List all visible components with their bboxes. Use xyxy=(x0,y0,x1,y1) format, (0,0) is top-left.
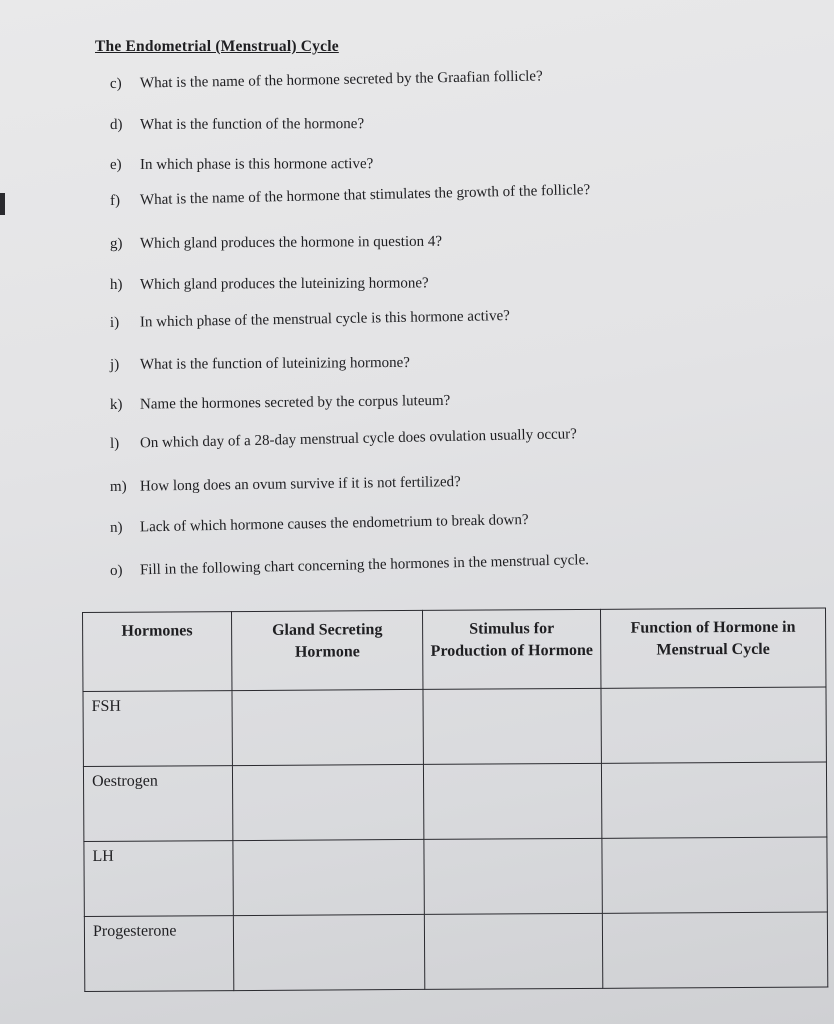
question-k xyxy=(110,393,450,414)
question-letter: e) xyxy=(109,156,122,173)
question-text: Which gland produces the hormone in question 4? xyxy=(139,233,443,252)
table-row xyxy=(83,762,826,842)
answer-cell-stimulus[interactable] xyxy=(425,913,603,989)
question-m xyxy=(110,474,461,496)
binder-edge-mark xyxy=(0,193,5,215)
header-stimulus: Stimulus for Production of Hormone xyxy=(423,609,601,689)
question-letter: l) xyxy=(109,435,120,452)
question-letter: c) xyxy=(109,75,122,92)
question-text: How long does an ovum survive if it is not fertilized? xyxy=(139,474,461,495)
answer-cell-stimulus[interactable] xyxy=(424,763,602,839)
question-letter: m) xyxy=(109,478,127,495)
header-function: Function of Hormone in Menstrual Cycle xyxy=(600,608,826,688)
table-header-row xyxy=(83,608,826,692)
question-letter: i) xyxy=(109,314,120,331)
answer-cell-function[interactable] xyxy=(601,687,827,763)
question-text: What is the function of luteinizing hormone? xyxy=(139,354,410,373)
table-row xyxy=(84,837,827,917)
question-text: In which phase is this hormone active? xyxy=(139,156,374,173)
question-text: Name the hormones secreted by the corpus luteum? xyxy=(139,392,451,413)
header-hormones: Hormones xyxy=(83,612,232,692)
row-hormone-label: FSH xyxy=(83,691,232,767)
question-text: Fill in the following chart concerning the hormones in the menstrual cycle. xyxy=(139,552,590,579)
question-e xyxy=(110,156,373,174)
answer-cell-gland[interactable] xyxy=(233,914,425,990)
worksheet-title: The Endometrial (Menstrual) Cycle xyxy=(95,38,339,55)
question-text: In which phase of the menstrual cycle is this hormone active? xyxy=(139,308,510,331)
answer-cell-function[interactable] xyxy=(601,762,827,838)
question-text: On which day of a 28-day menstrual cycle does ovulation usually occur? xyxy=(139,426,578,452)
question-letter: j) xyxy=(109,356,120,373)
answer-cell-gland[interactable] xyxy=(233,839,425,915)
question-n xyxy=(110,512,529,537)
question-text: What is the function of the hormone? xyxy=(139,116,365,133)
question-letter: n) xyxy=(109,519,123,536)
question-text: What is the name of the hormone secreted by the Graafian follicle? xyxy=(139,68,543,92)
hormone-chart xyxy=(82,607,828,992)
question-letter: k) xyxy=(109,396,123,413)
question-l xyxy=(110,426,577,453)
answer-cell-stimulus[interactable] xyxy=(423,688,601,764)
answer-cell-stimulus[interactable] xyxy=(424,838,602,914)
question-i xyxy=(110,308,510,332)
row-hormone-label: Progesterone xyxy=(84,916,233,992)
question-letter: o) xyxy=(109,562,123,579)
question-g xyxy=(110,234,442,253)
question-f xyxy=(110,182,591,210)
row-hormone-label: LH xyxy=(84,841,233,917)
question-text: What is the name of the hormone that stimulates the growth of the follicle? xyxy=(139,182,591,209)
question-c xyxy=(110,68,543,93)
table-row xyxy=(83,687,826,767)
question-j xyxy=(110,355,410,374)
header-gland-secreting-hormone: Gland Secreting Hormone xyxy=(231,610,423,690)
question-text: Lack of which hormone causes the endometrium to break down? xyxy=(139,511,529,536)
question-letter: d) xyxy=(109,116,123,133)
question-letter: h) xyxy=(109,276,123,293)
question-d xyxy=(110,116,364,134)
answer-cell-function[interactable] xyxy=(602,912,828,988)
row-hormone-label: Oestrogen xyxy=(83,766,232,842)
table-row xyxy=(84,912,827,992)
question-text: Which gland produces the luteinizing hormone? xyxy=(139,275,429,293)
question-h xyxy=(110,275,429,294)
answer-cell-gland[interactable] xyxy=(232,689,424,765)
question-letter: f) xyxy=(109,192,121,209)
answer-cell-gland[interactable] xyxy=(232,764,424,840)
question-letter: g) xyxy=(109,235,123,252)
question-o xyxy=(110,552,589,580)
answer-cell-function[interactable] xyxy=(602,837,828,913)
